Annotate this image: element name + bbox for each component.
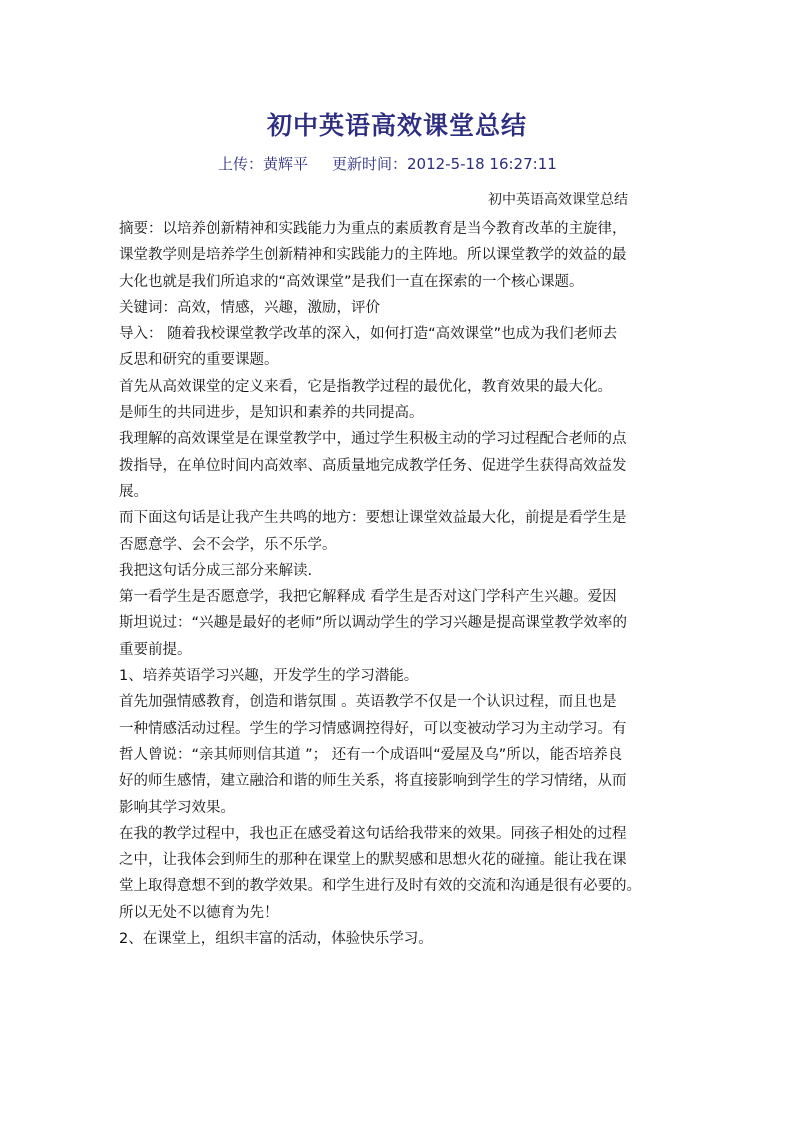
text-line: 拨指导，在单位时间内高效率、高质量地完成教学任务、促进学生获得高效益发 xyxy=(119,457,627,474)
text-line: 哲人曾说：“亲其师则信其道 ”； 还有一个成语叫“爱屋及乌”所以，能否培养良 xyxy=(119,746,623,763)
document-body xyxy=(119,216,684,952)
document-meta xyxy=(218,152,557,176)
text-line: 首先加强情感教育，创造和谐氛围 。英语教学不仅是一个认识过程，而且也是 xyxy=(119,694,617,711)
text-line: 首先从高效课堂的定义来看，它是指教学过程的最优化，教育效果的最大化。 xyxy=(119,378,612,395)
text-line: 我把这句话分成三部分来解读. xyxy=(119,562,313,579)
text-line: 在我的教学过程中，我也正在感受着这句话给我带来的效果。同孩子相处的过程 xyxy=(119,825,627,842)
updated-time: 更新时间：2012-5-18 16:27:11 xyxy=(332,155,557,173)
text-line: 斯坦说过：“兴趣是最好的老师”所以调动学生的学习兴趣是提高课堂教学效率的 xyxy=(119,615,628,632)
text-line: 是师生的共同进步，是知识和素养的共同提高。 xyxy=(119,405,424,422)
text-line: 2、在课堂上，组织丰富的活动，体验快乐学习。 xyxy=(119,931,433,948)
text-line: 堂上取得意想不到的教学效果。和学生进行及时有效的交流和沟通是很有必要的。 xyxy=(119,878,641,895)
text-line: 而下面这句话是让我产生共鸣的地方：要想让课堂效益最大化，前提是看学生是 xyxy=(119,510,627,527)
text-line: 导入： 随着我校课堂教学改革的深入，如何打造“高效课堂”也成为我们老师去 xyxy=(119,326,618,343)
text-line: 好的师生感情，建立融洽和谐的师生关系，将直接影响到学生的学习情绪，从而 xyxy=(119,773,627,790)
text-line: 课堂教学则是培养学生创新精神和实践能力的主阵地。所以课堂教学的效益的最 xyxy=(119,247,627,264)
document-subtitle: 初中英语高效课堂总结 xyxy=(488,192,628,208)
text-line: 所以无处不以德育为先！ xyxy=(119,904,279,921)
text-line: 大化也就是我们所追求的“高效课堂”是我们一直在探索的一个核心课题。 xyxy=(119,273,584,290)
text-line: 第一看学生是否愿意学，我把它解释成 看学生是否对这门学科产生兴趣。爱因 xyxy=(119,589,617,606)
text-line: 关键词：高效，情感，兴趣，激励，评价 xyxy=(119,299,380,316)
text-line: 展。 xyxy=(119,483,148,500)
text-line: 摘要：以培养创新精神和实践能力为重点的素质教育是当今教育改革的主旋律， xyxy=(119,221,627,237)
text-line: 我理解的高效课堂是在课堂教学中，通过学生积极主动的学习过程配合老师的点 xyxy=(119,431,627,448)
text-line: 重要前提。 xyxy=(119,641,192,658)
text-line: 一种情感活动过程。学生的学习情感调控得好，可以变被动学习为主动学习。有 xyxy=(119,720,627,737)
text-line: 否愿意学、会不会学，乐不乐学。 xyxy=(119,536,337,553)
text-line: 1、培养英语学习兴趣，开发学生的学习潜能。 xyxy=(119,668,419,685)
text-line: 反思和研究的重要课题。 xyxy=(119,352,279,369)
text-line: 影响其学习效果。 xyxy=(119,799,235,816)
document-title: 初中英语高效课堂总结 xyxy=(266,111,527,140)
text-line: 之中，让我体会到师生的那种在课堂上的默契感和思想火花的碰撞。能让我在课 xyxy=(119,852,627,869)
uploader-label: 上传：黄辉平 xyxy=(218,155,309,173)
